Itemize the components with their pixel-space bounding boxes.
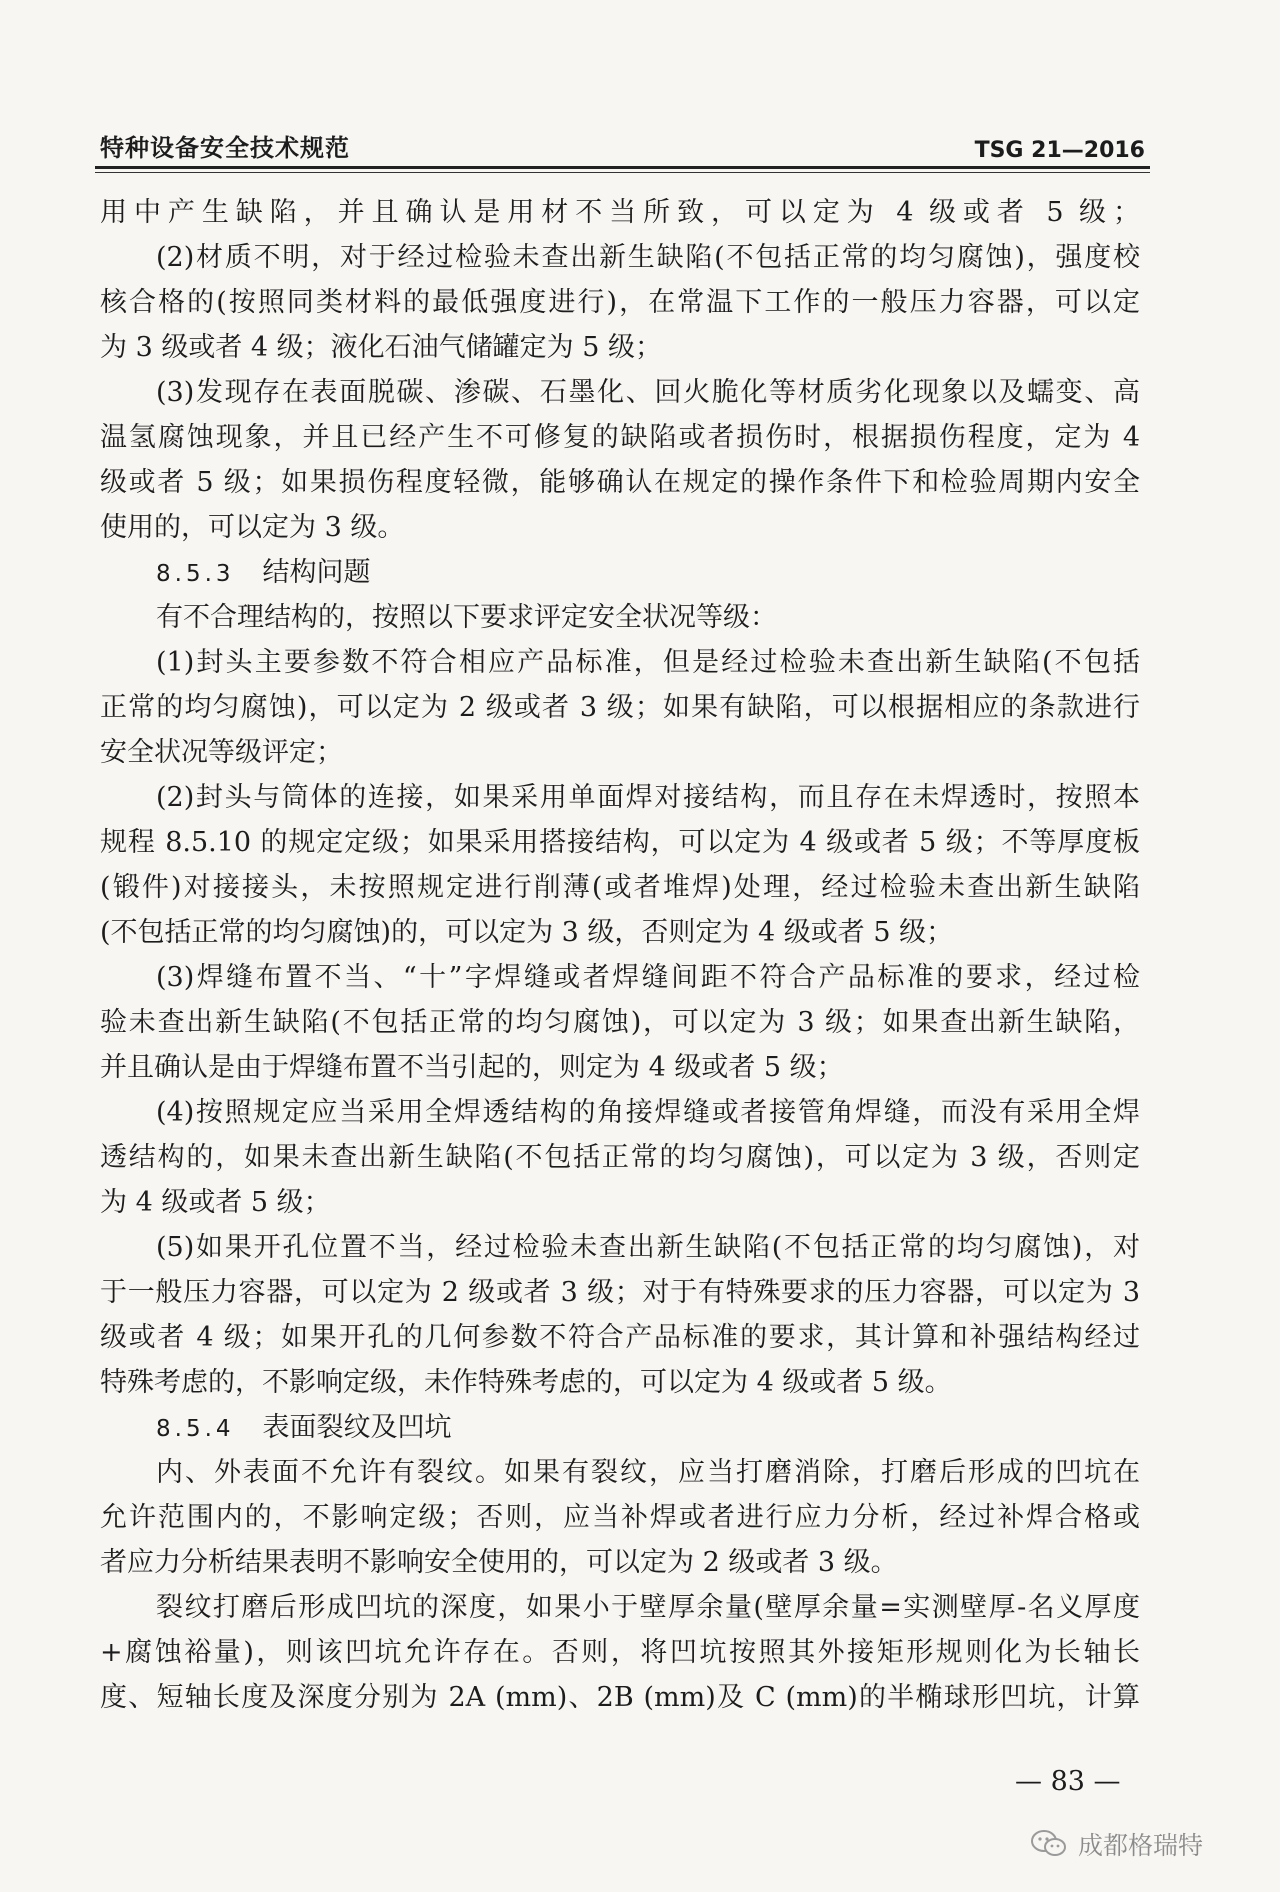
watermark-text: 成都格瑞特: [1078, 1831, 1204, 1860]
header-rule-thin: [95, 172, 1150, 173]
section-number: 8.5.4: [156, 1416, 235, 1442]
text-line: 有不合理结构的，按照以下要求评定安全状况等级：: [156, 602, 777, 633]
text-line: 验未查出新生缺陷(不包括正常的均匀腐蚀)，可以定为 3 级；如果查出新生缺陷，: [100, 1007, 1140, 1038]
text-line: 用中产生缺陷，并且确认是用材不当所致，可以定为 4 级或者 5 级；: [100, 197, 1140, 228]
text-line: (2)封头与筒体的连接，如果采用单面焊对接结构，而且存在未焊透时，按照本: [156, 782, 1140, 813]
section-heading-8-5-4: [100, 1405, 1140, 1450]
text-line: (锻件)对接接头，未按照规定进行削薄(或者堆焊)处理，经过检验未查出新生缺陷: [100, 872, 1140, 903]
text-line: 特殊考虑的，不影响定级，未作特殊考虑的，可以定为 4 级或者 5 级。: [100, 1367, 952, 1398]
text-line: (4)按照规定应当采用全焊透结构的角接焊缝或者接管角焊缝，而没有采用全焊: [156, 1097, 1140, 1128]
text-line: (1)封头主要参数不符合相应产品标准，但是经过检验未查出新生缺陷(不包括: [156, 647, 1140, 678]
text-line: +腐蚀裕量)，则该凹坑允许存在。否则，将凹坑按照其外接矩形规则化为长轴长: [100, 1637, 1140, 1668]
body-text: [100, 190, 1140, 1720]
section-title: 结构问题: [262, 557, 371, 588]
text-line: (5)如果开孔位置不当，经过检验未查出新生缺陷(不包括正常的均匀腐蚀)，对: [156, 1232, 1140, 1263]
text-line: 正常的均匀腐蚀)，可以定为 2 级或者 3 级；如果有缺陷，可以根据相应的条款进行: [100, 692, 1140, 723]
text-line: (2)材质不明，对于经过检验未查出新生缺陷(不包括正常的均匀腐蚀)，强度校: [156, 242, 1140, 273]
text-line: 为 4 级或者 5 级；: [100, 1187, 331, 1218]
text-line: 规程 8.5.10 的规定定级；如果采用搭接结构，可以定为 4 级或者 5 级；不等厚度板: [100, 827, 1140, 858]
text-line: (3)焊缝布置不当、“十”字焊缝或者焊缝间距不符合产品标准的要求，经过检: [156, 962, 1140, 993]
text-line: 度、短轴长度及深度分别为 2A (mm)、2B (mm)及 C (mm)的半椭球形凹坑，计算: [100, 1682, 1140, 1713]
text-line: 级或者 4 级；如果开孔的几何参数不符合产品标准的要求，其计算和补强结构经过: [100, 1322, 1140, 1353]
text-line: (3)发现存在表面脱碳、渗碳、石墨化、回火脆化等材质劣化现象以及蠕变、高: [156, 377, 1140, 408]
text-line: 核合格的(按照同类材料的最低强度进行)，在常温下工作的一般压力容器，可以定: [100, 287, 1140, 318]
wechat-icon: [1030, 1829, 1068, 1859]
page-number: — 83 —: [1015, 1766, 1121, 1797]
text-line: (不包括正常的均匀腐蚀)的，可以定为 3 级，否则定为 4 级或者 5 级；: [100, 917, 954, 948]
section-title: 表面裂纹及凹坑: [262, 1412, 452, 1443]
text-line: 裂纹打磨后形成凹坑的深度，如果小于壁厚余量(壁厚余量=实测壁厚-名义厚度: [156, 1592, 1140, 1623]
section-heading-8-5-3: [100, 550, 1140, 595]
header-rule: [95, 166, 1150, 169]
text-line: 允许范围内的，不影响定级；否则，应当补焊或者进行应力分析，经过补焊合格或: [100, 1502, 1140, 1533]
header-title: 特种设备安全技术规范: [100, 134, 350, 162]
text-line: 级或者 5 级；如果损伤程度轻微，能够确认在规定的操作条件下和检验周期内安全: [100, 467, 1140, 498]
text-line: 并且确认是由于焊缝布置不当引起的，则定为 4 级或者 5 级；: [100, 1052, 844, 1083]
text-line: 使用的，可以定为 3 级。: [100, 512, 405, 543]
text-line: 透结构的，如果未查出新生缺陷(不包括正常的均匀腐蚀)，可以定为 3 级，否则定: [100, 1142, 1140, 1173]
text-line: 安全状况等级评定；: [100, 737, 343, 768]
text-line: 温氢腐蚀现象，并且已经产生不可修复的缺陷或者损伤时，根据损伤程度，定为 4: [100, 422, 1140, 453]
text-line: 于一般压力容器，可以定为 2 级或者 3 级；对于有特殊要求的压力容器，可以定为 3: [100, 1277, 1140, 1308]
watermark: [1030, 1826, 1203, 1862]
text-line: 内、外表面不允许有裂纹。如果有裂纹，应当打磨消除，打磨后形成的凹坑在: [156, 1457, 1140, 1488]
section-number: 8.5.3: [156, 561, 235, 587]
text-line: 者应力分析结果表明不影响安全使用的，可以定为 2 级或者 3 级。: [100, 1547, 898, 1578]
text-line: 为 3 级或者 4 级；液化石油气储罐定为 5 级；: [100, 332, 663, 363]
header-code: TSG 21—2016: [974, 138, 1145, 163]
